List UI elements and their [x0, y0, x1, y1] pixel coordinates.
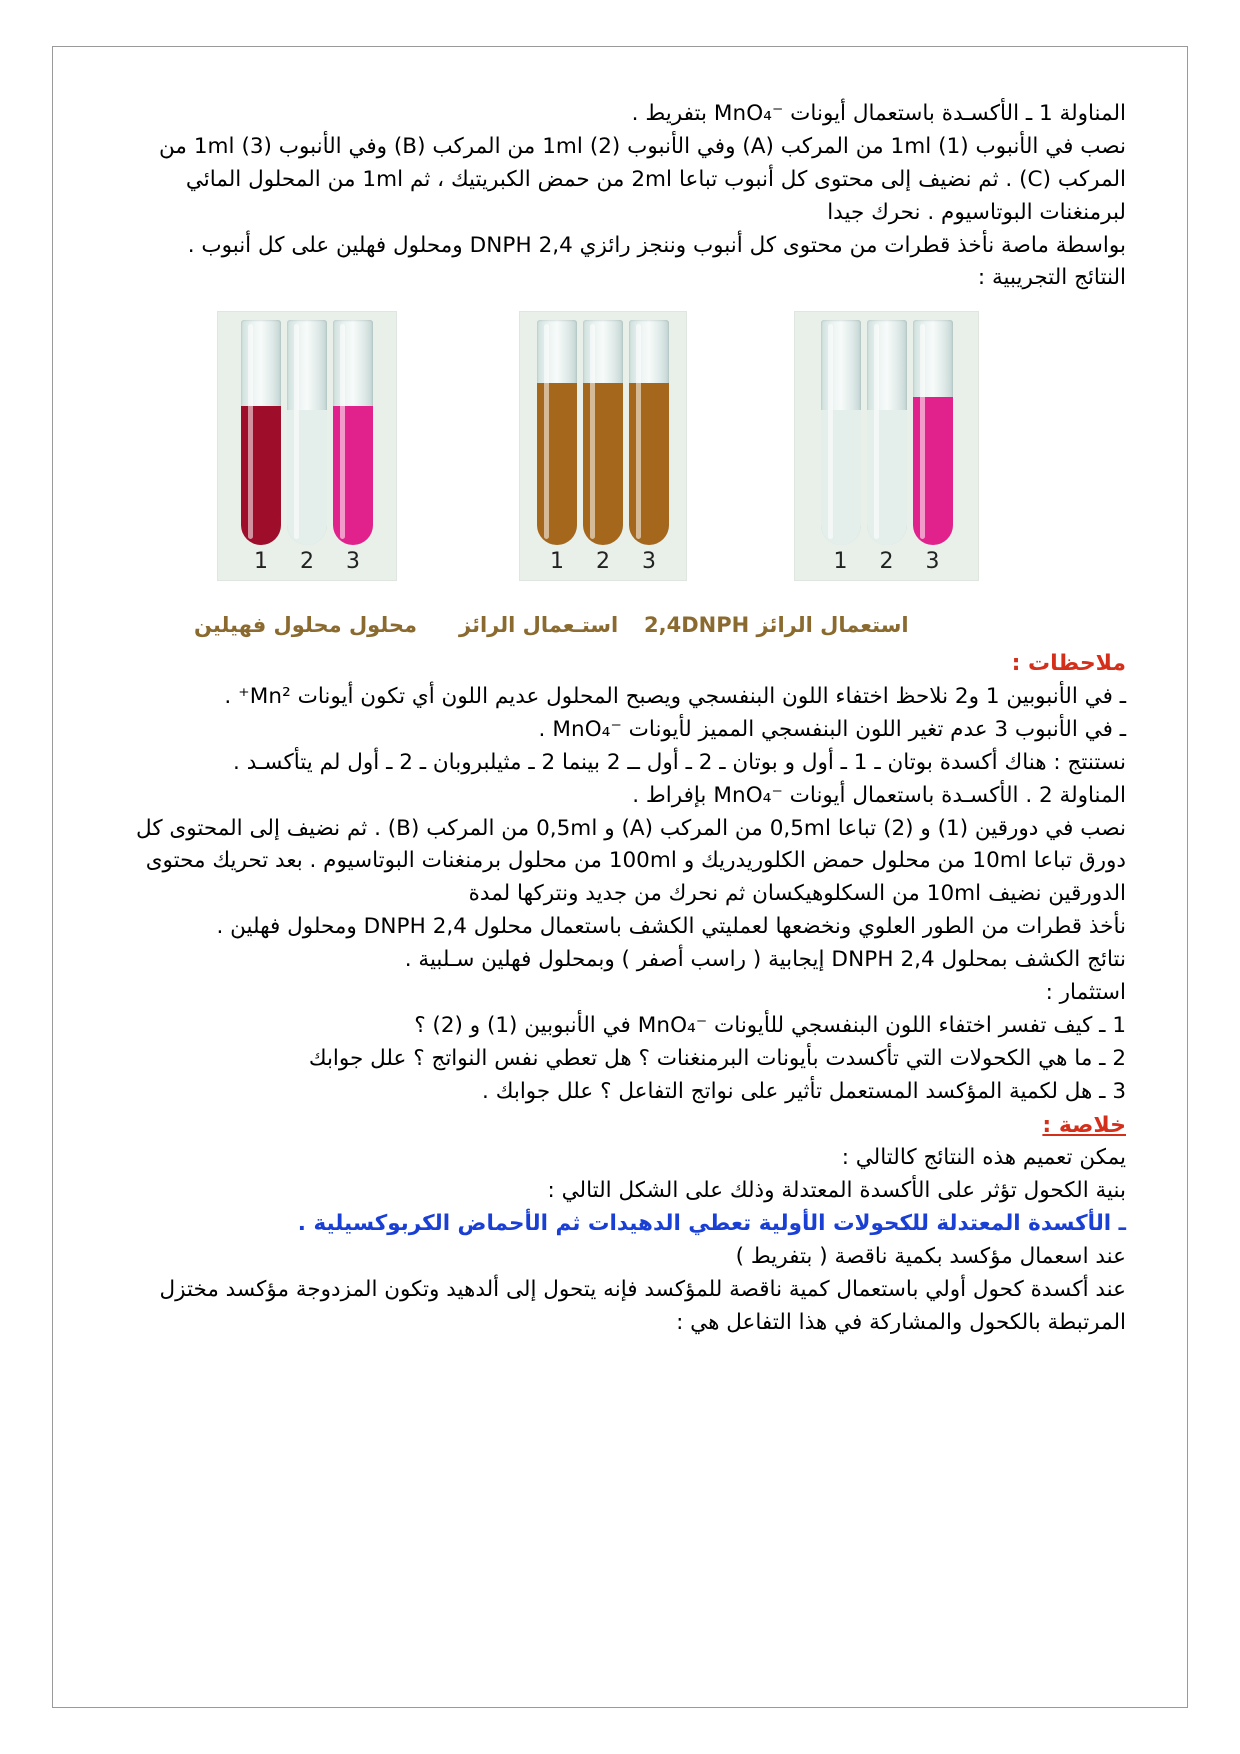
tube-label: 3 [346, 549, 360, 575]
test-tube [821, 320, 861, 545]
test-tube [913, 320, 953, 545]
caption-dnph: استعمال الرائز 2,4DNPH [644, 613, 909, 638]
document-content [52, 46, 1188, 1360]
test-tube [537, 320, 577, 545]
investment-question-1: 1 ـ كيف تفسر اختفاء اللون البنفسجي للأيونات ⁻MnO₄ في الأنبوبين (1) و (2) ؟ [414, 1012, 1126, 1038]
summary-highlight: ـ الأكسدة المعتدلة للكحولات الأولية تعطي الدهيدات ثم الأحماض الكربوكسيلية . [297, 1211, 1126, 1237]
tube-label: 2 [879, 549, 894, 575]
observations-title: ملاحظات : [1011, 651, 1126, 677]
intro-line-3: بواسطة ماصة نأخذ قطرات من محتوى كل أنبوب وننجز رائزي 2,4 DNPH ومحلول فهلين على كل أنبوب . [187, 232, 1126, 258]
test-tube [333, 320, 373, 545]
tube-col [537, 320, 577, 580]
tube-label: 2 [596, 549, 610, 575]
tube-group-fehling [794, 311, 979, 581]
experiment2-line-3: نتائج الكشف بمحلول 2,4 DNPH إيجابية ( راسب أصفر ) وبمحلول فهلين سـلبية . [404, 947, 1126, 973]
summary-line-4: عند أكسدة كحول أولي باستعمال كمية ناقصة للمؤكسد فإنه يتحول إلى ألدهيد وتكون المزدوجة مؤكسد مختزل المرتبطة بالكحول والمشاركة في هذا التفاعل هي : [159, 1276, 1126, 1335]
caption-reagent: استـعمال الرائز [459, 613, 619, 638]
tube-col [913, 320, 953, 580]
test-tube [241, 320, 281, 545]
experiment2-line-1: نصب في دورقين (1) و (2) تباعا 0,5ml من المركب (A) و 0,5ml من المركب (B) . ثم نضيف إلى المحتوى كل دورق تباعا 10ml من محلول حمض الكلوريدريك و 100ml من محلول برمنغنات البوتاسيوم . بعد تحريك محتوى الدورقين نضيف 10ml من السكلوهيكسان ثم نحرك من جديد ونتركها لمدة [136, 815, 1126, 907]
tube-col [583, 320, 623, 580]
tube-label: 3 [642, 549, 656, 575]
tube-col [287, 320, 327, 580]
observation-item-2: ـ في الأنبوب 3 عدم تغير اللون البنفسجي المميز لأيونات ⁻MnO₄ . [538, 716, 1126, 742]
tube-col [629, 320, 669, 580]
tube-label: 3 [925, 549, 940, 575]
caption-fehling: محلول محلول فهيلين [194, 613, 418, 638]
results-label: النتائج التجريبية : [977, 265, 1126, 291]
test-tube [583, 320, 623, 545]
summary-line-2: بنية الكحول تؤثر على الأكسدة المعتدلة وذلك على الشكل التالي : [547, 1178, 1126, 1204]
intro-line-2: نصب في الأنبوب (1) 1ml من المركب (A) وفي الأنبوب (2) 1ml من المركب (B) وفي الأنبوب (3) 1ml من المركب (C) . ثم نضيف إلى محتوى كل أنبوب تباعا 2ml من حمض الكبريتيك ، ثم 1ml من المحلول المائي لبرمنغنات البوتاسيوم . نحرك جيدا [158, 133, 1126, 225]
tube-label: 2 [300, 549, 314, 575]
tube-col [241, 320, 281, 580]
investment-title: استثمار : [1045, 980, 1126, 1006]
experiment2-line-2: نأخذ قطرات من الطور العلوي ونخضعها لعمليتي الكشف باستعمال محلول 2,4 DNPH ومحلول فهلين . [216, 914, 1126, 940]
intro-line-1: المناولة 1 ـ الأكسـدة باستعمال أيونات ⁻MnO₄ بتفريط . [631, 101, 1126, 126]
observation-item-1: ـ في الأنبوبين 1 و2 نلاحظ اختفاء اللون البنفسجي ويصبح المحلول عديم اللون أي تكون أيونات Mn²⁺ . [224, 684, 1126, 709]
experiment-figure [114, 311, 1126, 611]
summary-line-3: عند اسعمال مؤكسد بكمية ناقصة ( بتفريط ) [735, 1243, 1126, 1269]
test-tube [867, 320, 907, 545]
tube-group-dnph [519, 311, 687, 581]
summary-title: خلاصة : [1042, 1112, 1126, 1138]
investment-question-2: 2 ـ ما هي الكحولات التي تأكسدت بأيونات البرمنغنات ؟ هل تعطي نفس النواتج ؟ علل جوابك [308, 1045, 1126, 1071]
tube-label: 1 [833, 549, 848, 575]
figure-captions [114, 613, 1126, 647]
tube-group-phenolphthalein [217, 311, 397, 581]
experiment2-title: المناولة 2 . الأكسـدة باستعمال أيونات ⁻MnO₄ بإفراط . [632, 782, 1126, 808]
tube-label: 1 [550, 549, 564, 575]
summary-line-1: يمكن تعميم هذه النتائج كالتالي : [841, 1145, 1126, 1171]
test-tube [287, 320, 327, 545]
investment-question-3: 3 ـ هل لكمية المؤكسد المستعمل تأثير على نواتج التفاعل ؟ علل جوابك . [482, 1078, 1126, 1104]
tube-col [333, 320, 373, 580]
tube-col [821, 320, 861, 580]
tube-col [867, 320, 907, 580]
tube-label: 1 [254, 549, 268, 575]
test-tube [629, 320, 669, 545]
observations-conclusion: نستنتج : هناك أكسدة بوتان ـ 1 ـ أول و بوتان ـ 2 ـ أول ــ 2 بينما 2 ـ مثيلبروبان ـ 2 ـ أول لم يتأكسـد . [233, 749, 1126, 775]
